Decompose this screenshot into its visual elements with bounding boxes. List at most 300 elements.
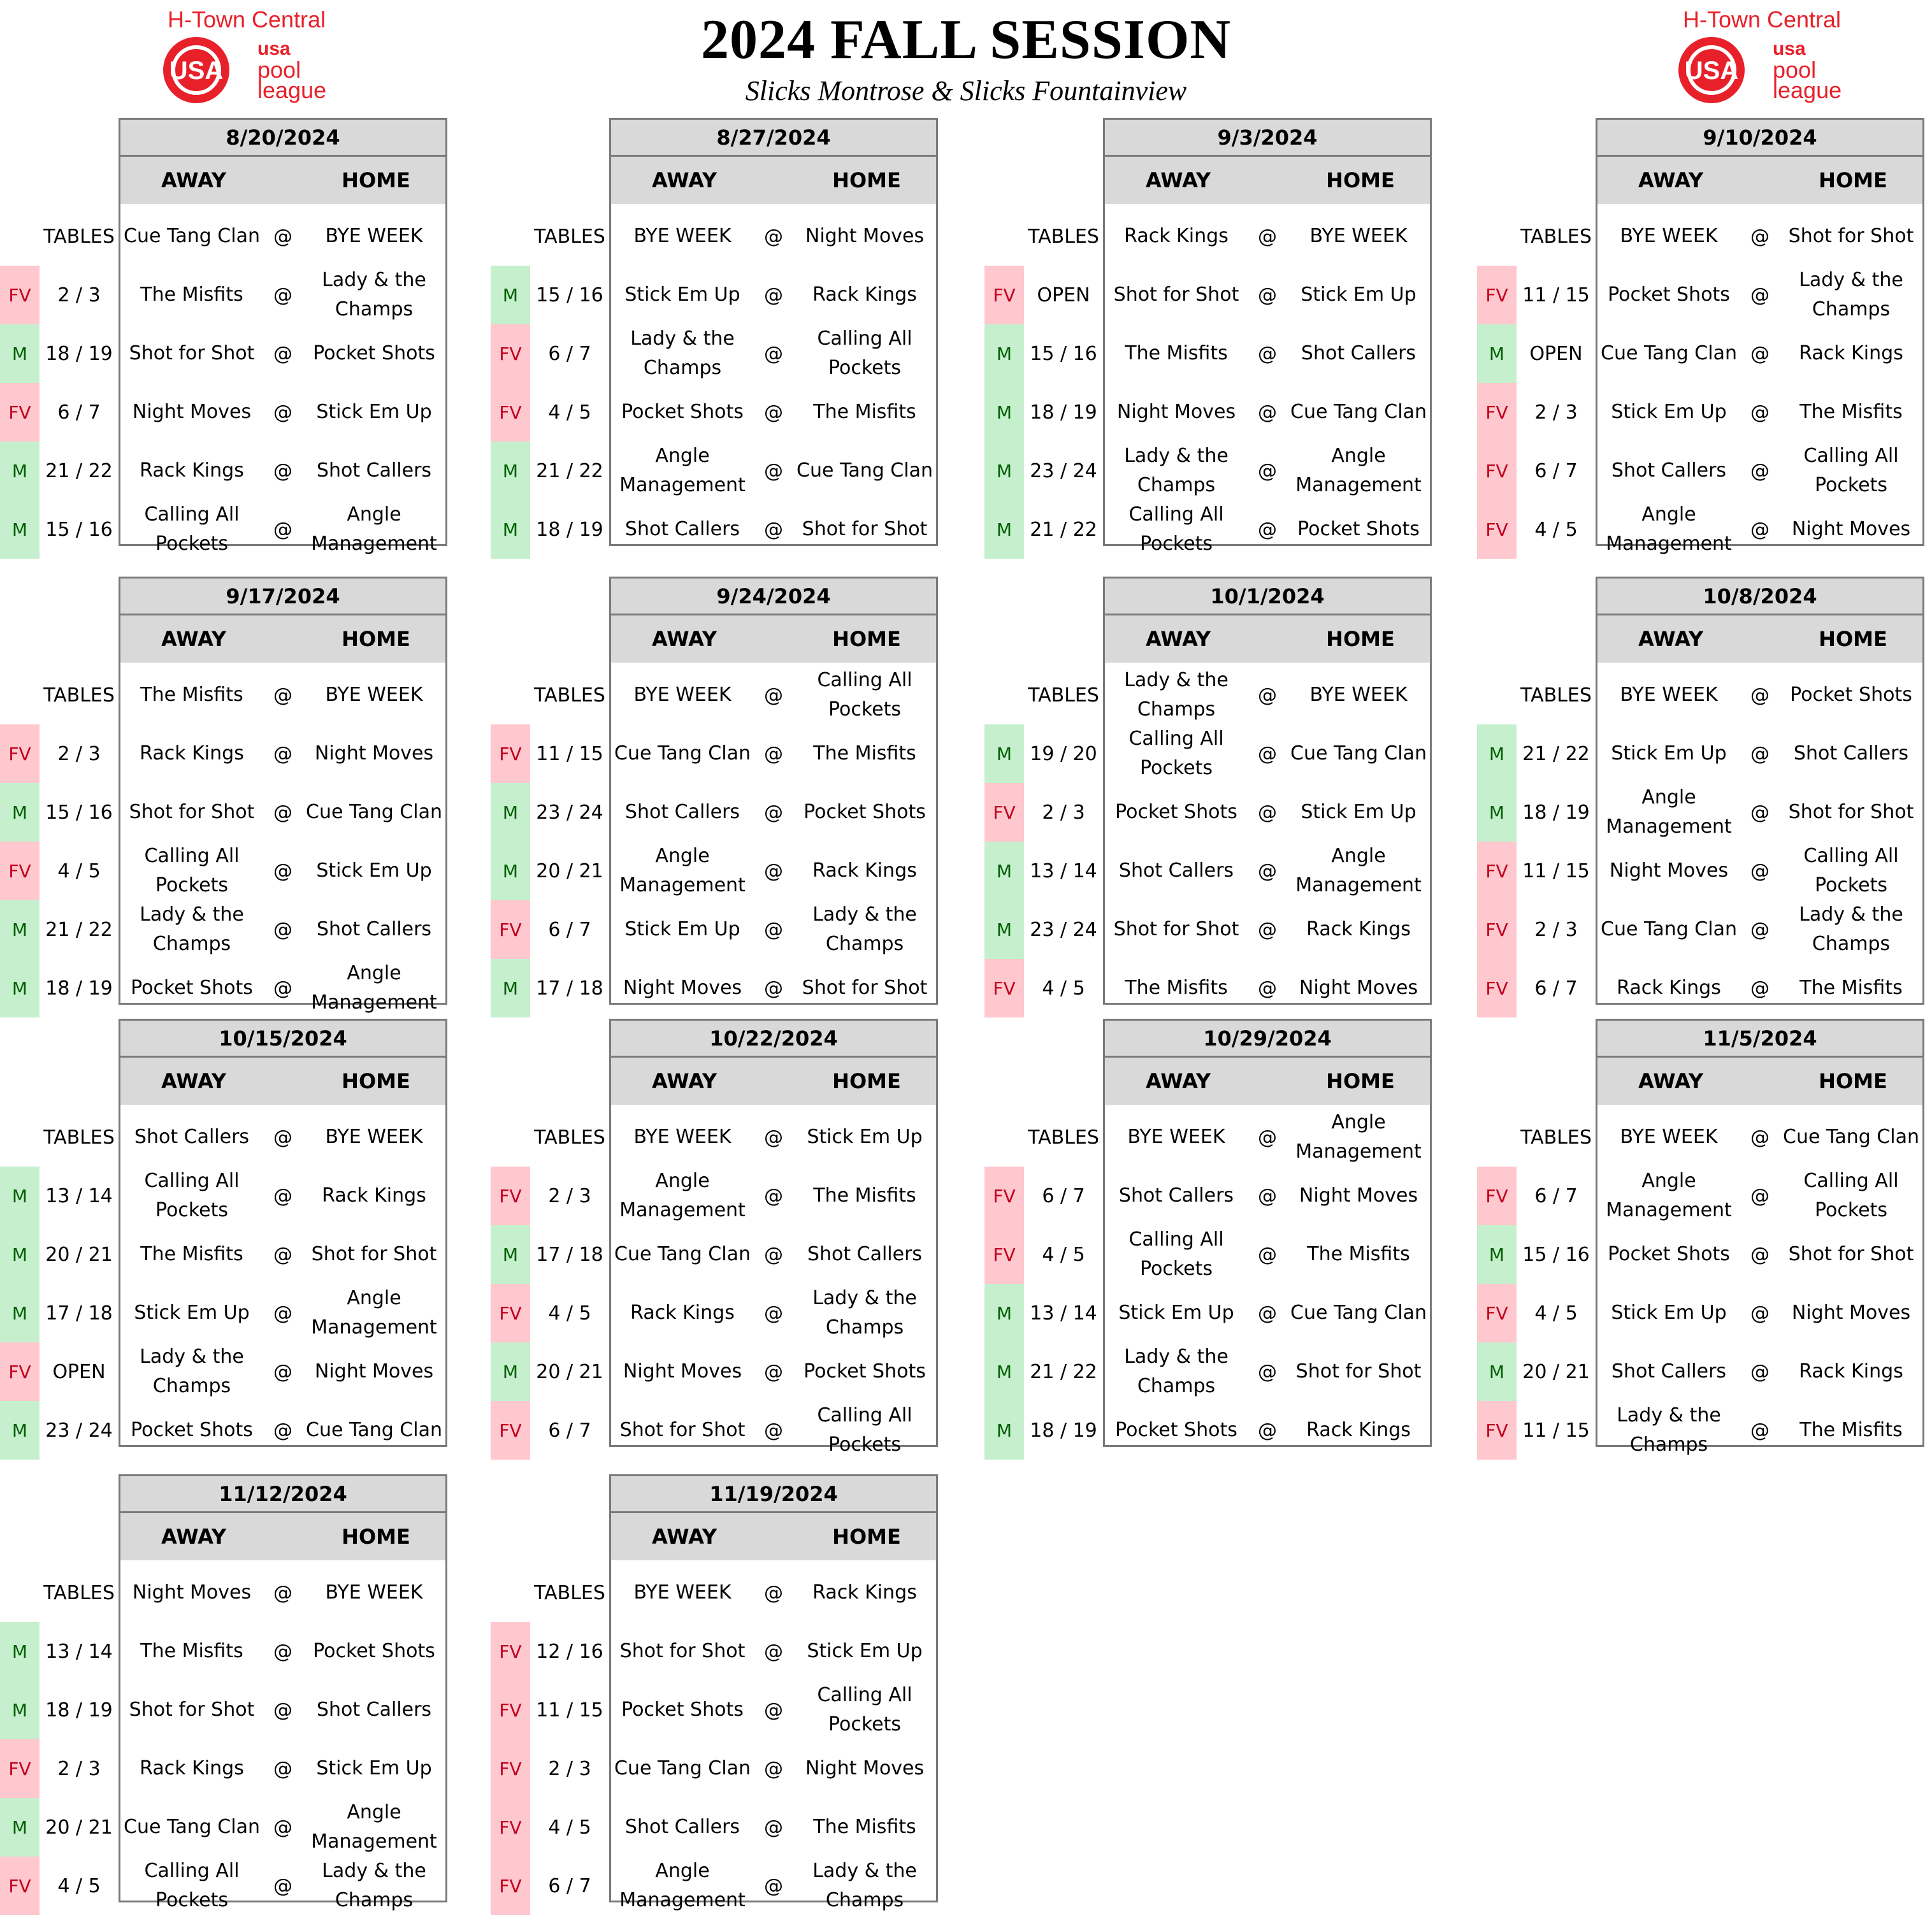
week-date: 10/29/2024 bbox=[1105, 1021, 1430, 1058]
week-date: 9/10/2024 bbox=[1597, 120, 1922, 157]
home-team: Cue Tang Clan bbox=[306, 1419, 442, 1441]
match-row bbox=[0, 1401, 482, 1460]
table-numbers: 18 / 19 bbox=[1030, 1419, 1097, 1442]
versus-symbol: @ bbox=[1750, 684, 1770, 707]
home-team: Shot Callers bbox=[316, 459, 432, 482]
away-team: Pocket Shots bbox=[131, 977, 253, 999]
home-team: Shot Callers bbox=[316, 1699, 432, 1721]
away-team: Shot for Shot bbox=[129, 342, 255, 364]
venue-badge: FV bbox=[491, 383, 530, 442]
home-team: Lady & the Champs bbox=[812, 1860, 917, 1911]
league-logo-right bbox=[1657, 3, 1867, 104]
home-team: Shot for Shot bbox=[1788, 225, 1914, 247]
home-header: HOME bbox=[832, 1069, 901, 1093]
versus-symbol: @ bbox=[1258, 1302, 1277, 1325]
away-team: Cue Tang Clan bbox=[124, 225, 260, 247]
venue-blank bbox=[1477, 207, 1517, 266]
versus-symbol: @ bbox=[764, 1360, 783, 1383]
away-team: BYE WEEK bbox=[1620, 684, 1718, 706]
tables-label: TABLES bbox=[43, 1126, 115, 1149]
versus-symbol: @ bbox=[764, 1302, 783, 1325]
tables-label: TABLES bbox=[534, 1581, 605, 1604]
away-team: Pocket Shots bbox=[1115, 1419, 1237, 1441]
match-row bbox=[0, 1681, 482, 1739]
home-team: Calling All Pockets bbox=[817, 669, 912, 721]
match-row bbox=[0, 900, 482, 959]
away-team: Rack Kings bbox=[140, 459, 244, 482]
table-numbers: 23 / 24 bbox=[1030, 459, 1097, 482]
week-date: 11/19/2024 bbox=[611, 1476, 936, 1513]
venue-blank bbox=[984, 1108, 1024, 1167]
home-team: Shot for Shot bbox=[802, 518, 928, 540]
pool-ball-icon bbox=[1676, 34, 1747, 106]
venue-badge: FV bbox=[984, 959, 1024, 1017]
home-header: HOME bbox=[832, 168, 901, 192]
table-numbers: 18 / 19 bbox=[45, 977, 113, 1000]
table-numbers: 15 / 16 bbox=[45, 801, 113, 824]
venue-badge: FV bbox=[1477, 959, 1517, 1017]
home-team: BYE WEEK bbox=[325, 225, 423, 247]
venue-badge: M bbox=[984, 324, 1024, 383]
away-team: Shot for Shot bbox=[129, 1699, 255, 1721]
versus-symbol: @ bbox=[764, 1640, 783, 1663]
versus-symbol: @ bbox=[764, 1699, 783, 1721]
away-header: AWAY bbox=[1145, 168, 1211, 192]
home-team: Cue Tang Clan bbox=[1290, 1302, 1427, 1324]
venue-blank bbox=[0, 207, 40, 266]
away-team: Angle Management bbox=[619, 845, 746, 896]
match-row bbox=[0, 383, 482, 442]
home-team: The Misfits bbox=[813, 742, 916, 765]
home-team: Pocket Shots bbox=[1790, 684, 1912, 706]
match-row bbox=[491, 1225, 972, 1284]
week-date: 11/12/2024 bbox=[120, 1476, 445, 1513]
home-team: Angle Management bbox=[311, 962, 437, 1014]
versus-symbol: @ bbox=[273, 1874, 292, 1897]
away-header: AWAY bbox=[161, 1525, 227, 1549]
versus-symbol: @ bbox=[273, 518, 292, 541]
column-header bbox=[611, 157, 936, 204]
away-team: Pocket Shots bbox=[621, 1699, 744, 1721]
match-row bbox=[491, 1857, 972, 1915]
week-block bbox=[1477, 1019, 1932, 1456]
week-block bbox=[1477, 118, 1932, 555]
venue-badge: M bbox=[491, 783, 530, 842]
match-row bbox=[0, 1284, 482, 1342]
table-numbers: 6 / 7 bbox=[1534, 977, 1578, 1000]
table-numbers: 20 / 21 bbox=[45, 1816, 113, 1839]
home-header: HOME bbox=[832, 627, 901, 651]
venue-badge: M bbox=[984, 1284, 1024, 1342]
away-team: Calling All Pockets bbox=[1128, 1228, 1224, 1280]
week-date: 10/22/2024 bbox=[611, 1021, 936, 1058]
table-numbers: 12 / 16 bbox=[536, 1640, 603, 1663]
away-team: Stick Em Up bbox=[1611, 1302, 1727, 1324]
venue-badge: M bbox=[0, 959, 40, 1017]
table-numbers: 2 / 3 bbox=[548, 1757, 591, 1780]
venue-badge: M bbox=[491, 959, 530, 1017]
bye-row bbox=[491, 207, 972, 266]
match-row bbox=[984, 900, 1466, 959]
versus-symbol: @ bbox=[273, 1360, 292, 1383]
table-numbers: 6 / 7 bbox=[548, 1419, 591, 1442]
table-numbers: 6 / 7 bbox=[548, 1874, 591, 1897]
away-team: Shot for Shot bbox=[129, 801, 255, 823]
table-numbers: 6 / 7 bbox=[57, 401, 101, 424]
away-team: Calling All Pockets bbox=[1128, 728, 1224, 779]
away-team: Shot Callers bbox=[1118, 1184, 1234, 1207]
away-header: AWAY bbox=[651, 1525, 717, 1549]
league-logo-left bbox=[141, 3, 352, 104]
versus-symbol: @ bbox=[764, 684, 783, 707]
svg-text:USA: USA bbox=[1684, 57, 1739, 85]
home-team: Stick Em Up bbox=[1301, 801, 1417, 823]
match-row bbox=[491, 324, 972, 383]
bye-row bbox=[0, 1108, 482, 1167]
home-team: Night Moves bbox=[1299, 1184, 1418, 1207]
venue-badge: M bbox=[1477, 1342, 1517, 1401]
table-numbers: 2 / 3 bbox=[1534, 918, 1578, 941]
table-numbers: 17 / 18 bbox=[45, 1302, 113, 1325]
home-team: Shot for Shot bbox=[1788, 1243, 1914, 1265]
week-block bbox=[0, 1019, 482, 1452]
match-row bbox=[984, 383, 1466, 442]
versus-symbol: @ bbox=[1750, 1360, 1770, 1383]
versus-symbol: @ bbox=[273, 859, 292, 882]
versus-symbol: @ bbox=[1750, 977, 1770, 1000]
versus-symbol: @ bbox=[1750, 1243, 1770, 1266]
venue-badge: M bbox=[0, 324, 40, 383]
away-header: AWAY bbox=[651, 627, 717, 651]
home-team: BYE WEEK bbox=[1309, 225, 1408, 247]
match-row bbox=[1477, 383, 1932, 442]
venue-badge: FV bbox=[984, 1167, 1024, 1225]
match-row bbox=[491, 1342, 972, 1401]
table-numbers: OPEN bbox=[1037, 284, 1090, 306]
home-team: Shot for Shot bbox=[1788, 801, 1914, 823]
match-row bbox=[491, 783, 972, 842]
home-team: Shot Callers bbox=[807, 1243, 923, 1265]
venue-badge: FV bbox=[0, 842, 40, 900]
venue-badge: M bbox=[984, 1342, 1024, 1401]
table-numbers: 13 / 14 bbox=[45, 1184, 113, 1207]
column-header bbox=[1105, 157, 1430, 204]
venue-badge: M bbox=[0, 1167, 40, 1225]
home-team: Night Moves bbox=[1791, 1302, 1911, 1324]
match-row bbox=[491, 442, 972, 500]
home-header: HOME bbox=[342, 1069, 410, 1093]
logo-org-name: H-Town Central bbox=[167, 6, 326, 32]
table-numbers: OPEN bbox=[52, 1360, 106, 1383]
home-team: Shot Callers bbox=[316, 918, 432, 940]
versus-symbol: @ bbox=[1750, 401, 1770, 424]
versus-symbol: @ bbox=[273, 459, 292, 482]
versus-symbol: @ bbox=[1258, 401, 1277, 424]
match-row bbox=[491, 842, 972, 900]
column-header bbox=[1597, 157, 1922, 204]
bye-row bbox=[491, 666, 972, 724]
home-header: HOME bbox=[1819, 1069, 1887, 1093]
away-team: Lady & the Champs bbox=[1124, 445, 1229, 496]
match-row bbox=[1477, 842, 1932, 900]
match-row bbox=[491, 1167, 972, 1225]
home-team: Cue Tang Clan bbox=[306, 801, 442, 823]
versus-symbol: @ bbox=[273, 284, 292, 306]
venue-badge: FV bbox=[984, 1225, 1024, 1284]
venue-badge: FV bbox=[491, 900, 530, 959]
versus-symbol: @ bbox=[1258, 1184, 1277, 1207]
away-team: BYE WEEK bbox=[633, 1581, 732, 1604]
table-numbers: 23 / 24 bbox=[1030, 918, 1097, 941]
column-header bbox=[1105, 615, 1430, 663]
away-team: Shot for Shot bbox=[1113, 918, 1239, 940]
venue-blank bbox=[491, 207, 530, 266]
home-team: Shot Callers bbox=[1793, 742, 1909, 765]
table-numbers: 21 / 22 bbox=[45, 918, 113, 941]
home-team: BYE WEEK bbox=[1309, 684, 1408, 706]
away-team: Shot for Shot bbox=[619, 1640, 746, 1662]
away-team: Shot for Shot bbox=[619, 1419, 746, 1441]
tables-label: TABLES bbox=[43, 684, 115, 707]
table-numbers: 18 / 19 bbox=[536, 518, 603, 541]
week-date: 8/27/2024 bbox=[611, 120, 936, 157]
versus-symbol: @ bbox=[764, 1874, 783, 1897]
match-row bbox=[491, 900, 972, 959]
away-team: BYE WEEK bbox=[633, 684, 732, 706]
versus-symbol: @ bbox=[1258, 742, 1277, 765]
venue-blank bbox=[1477, 666, 1517, 724]
home-team: Pocket Shots bbox=[804, 1360, 926, 1383]
away-team: The Misfits bbox=[140, 684, 243, 706]
versus-symbol: @ bbox=[1750, 1302, 1770, 1325]
venue-blank bbox=[0, 1563, 40, 1622]
table-numbers: 21 / 22 bbox=[536, 459, 603, 482]
venue-badge: M bbox=[984, 1401, 1024, 1460]
match-row bbox=[1477, 266, 1932, 324]
versus-symbol: @ bbox=[764, 1419, 783, 1442]
home-team: Rack Kings bbox=[322, 1184, 426, 1207]
versus-symbol: @ bbox=[273, 1243, 292, 1266]
away-team: Shot Callers bbox=[134, 1126, 250, 1148]
versus-symbol: @ bbox=[273, 1757, 292, 1780]
home-team: The Misfits bbox=[1799, 401, 1903, 423]
home-team: Lady & the Champs bbox=[322, 1860, 426, 1911]
match-row bbox=[0, 1167, 482, 1225]
home-team: Lady & the Champs bbox=[1799, 269, 1903, 320]
versus-symbol: @ bbox=[764, 801, 783, 824]
home-team: Calling All Pockets bbox=[817, 327, 912, 379]
bye-row bbox=[1477, 207, 1932, 266]
table-numbers: 11 / 15 bbox=[1522, 284, 1590, 306]
week-date: 10/15/2024 bbox=[120, 1021, 445, 1058]
home-team: Rack Kings bbox=[1799, 342, 1903, 364]
venue-badge: M bbox=[984, 383, 1024, 442]
column-header bbox=[1105, 1058, 1430, 1105]
home-team: Night Moves bbox=[805, 225, 925, 247]
logo-org-name: H-Town Central bbox=[1682, 6, 1842, 32]
versus-symbol: @ bbox=[764, 1243, 783, 1266]
page-subtitle: Slicks Montrose & Slicks Fountainview bbox=[745, 75, 1187, 106]
versus-symbol: @ bbox=[1750, 918, 1770, 941]
table-numbers: 6 / 7 bbox=[1042, 1184, 1085, 1207]
versus-symbol: @ bbox=[1750, 859, 1770, 882]
away-team: Angle Management bbox=[619, 1170, 746, 1221]
week-date: 10/8/2024 bbox=[1597, 579, 1922, 615]
home-team: Rack Kings bbox=[1306, 918, 1411, 940]
venue-blank bbox=[1477, 1108, 1517, 1167]
home-team: Cue Tang Clan bbox=[1783, 1126, 1919, 1148]
versus-symbol: @ bbox=[764, 918, 783, 941]
match-row bbox=[0, 1857, 482, 1915]
venue-badge: M bbox=[0, 500, 40, 559]
home-team: Night Moves bbox=[314, 742, 434, 765]
venue-badge: FV bbox=[1477, 383, 1517, 442]
home-team: Stick Em Up bbox=[1301, 284, 1417, 306]
week-block bbox=[1477, 577, 1932, 1010]
away-team: Calling All Pockets bbox=[144, 845, 240, 896]
bye-row bbox=[984, 207, 1466, 266]
table-numbers: 4 / 5 bbox=[57, 859, 101, 882]
versus-symbol: @ bbox=[1258, 225, 1277, 248]
venue-badge: FV bbox=[491, 1284, 530, 1342]
venue-badge: M bbox=[0, 1681, 40, 1739]
table-numbers: 17 / 18 bbox=[536, 1243, 603, 1266]
home-team: Angle Management bbox=[1295, 845, 1422, 896]
table-numbers: 2 / 3 bbox=[57, 284, 101, 306]
bye-row bbox=[491, 1108, 972, 1167]
match-row bbox=[0, 324, 482, 383]
home-team: Stick Em Up bbox=[316, 859, 432, 882]
week-date: 9/24/2024 bbox=[611, 579, 936, 615]
column-header bbox=[1597, 615, 1922, 663]
match-row bbox=[1477, 324, 1932, 383]
match-row bbox=[0, 1622, 482, 1681]
venue-badge: M bbox=[0, 900, 40, 959]
match-row bbox=[1477, 1284, 1932, 1342]
venue-badge: FV bbox=[0, 1342, 40, 1401]
home-team: Pocket Shots bbox=[1297, 518, 1420, 540]
away-team: BYE WEEK bbox=[633, 1126, 732, 1148]
week-block bbox=[984, 1019, 1466, 1452]
away-team: Pocket Shots bbox=[1608, 1243, 1730, 1265]
week-block bbox=[491, 1019, 972, 1456]
home-team: The Misfits bbox=[813, 1184, 916, 1207]
match-row bbox=[1477, 900, 1932, 959]
venue-blank bbox=[0, 1108, 40, 1167]
home-team: Shot for Shot bbox=[311, 1243, 437, 1265]
match-row bbox=[984, 724, 1466, 783]
match-row bbox=[491, 500, 972, 559]
venue-badge: M bbox=[0, 1401, 40, 1460]
home-team: Lady & the Champs bbox=[1799, 903, 1903, 955]
home-team: Pocket Shots bbox=[313, 1640, 435, 1662]
away-header: AWAY bbox=[1145, 627, 1211, 651]
venue-badge: M bbox=[0, 1225, 40, 1284]
away-team: Calling All Pockets bbox=[144, 503, 240, 555]
home-header: HOME bbox=[342, 1525, 410, 1549]
logo-word: usa bbox=[1773, 38, 1806, 59]
home-team: Cue Tang Clan bbox=[797, 459, 933, 482]
versus-symbol: @ bbox=[1750, 284, 1770, 306]
column-header bbox=[120, 1058, 445, 1105]
versus-symbol: @ bbox=[1750, 225, 1770, 248]
table-numbers: 4 / 5 bbox=[1534, 1302, 1578, 1325]
home-team: Lady & the Champs bbox=[322, 269, 426, 320]
column-header bbox=[120, 157, 445, 204]
away-team: Shot Callers bbox=[624, 801, 740, 823]
away-team: Angle Management bbox=[619, 445, 746, 496]
venue-badge: FV bbox=[984, 783, 1024, 842]
home-team: Angle Management bbox=[1295, 1111, 1422, 1163]
tables-label: TABLES bbox=[1028, 225, 1099, 248]
home-team: The Misfits bbox=[1307, 1243, 1410, 1265]
home-team: Pocket Shots bbox=[804, 801, 926, 823]
away-team: Shot Callers bbox=[1611, 1360, 1727, 1383]
versus-symbol: @ bbox=[764, 401, 783, 424]
match-row bbox=[1477, 724, 1932, 783]
home-team: Night Moves bbox=[1791, 518, 1911, 540]
away-team: Rack Kings bbox=[1124, 225, 1229, 247]
away-team: Pocket Shots bbox=[1608, 284, 1730, 306]
away-team: Night Moves bbox=[623, 977, 742, 999]
away-team: Stick Em Up bbox=[1611, 742, 1727, 765]
venue-badge: FV bbox=[0, 724, 40, 783]
away-team: Night Moves bbox=[132, 1581, 252, 1604]
venue-badge: FV bbox=[1477, 266, 1517, 324]
away-team: Pocket Shots bbox=[621, 401, 744, 423]
week-block bbox=[491, 118, 972, 551]
tables-label: TABLES bbox=[1520, 1126, 1592, 1149]
home-header: HOME bbox=[1326, 168, 1395, 192]
tables-label: TABLES bbox=[534, 225, 605, 248]
away-team: Angle Management bbox=[1606, 786, 1732, 838]
page-title: 2024 FALL SESSION bbox=[700, 9, 1232, 71]
bye-row bbox=[0, 1563, 482, 1622]
venue-badge: M bbox=[491, 1342, 530, 1401]
versus-symbol: @ bbox=[273, 1699, 292, 1721]
week-block bbox=[0, 577, 482, 1014]
column-header bbox=[611, 1058, 936, 1105]
versus-symbol: @ bbox=[1258, 1126, 1277, 1149]
match-row bbox=[984, 959, 1466, 1017]
away-team: Angle Management bbox=[1606, 503, 1732, 555]
venue-badge: M bbox=[984, 842, 1024, 900]
venue-blank bbox=[491, 1563, 530, 1622]
versus-symbol: @ bbox=[1258, 1360, 1277, 1383]
away-team: Shot Callers bbox=[624, 518, 740, 540]
venue-blank bbox=[0, 666, 40, 724]
table-numbers: 4 / 5 bbox=[548, 401, 591, 424]
home-team: Lady & the Champs bbox=[812, 1287, 917, 1339]
table-numbers: 6 / 7 bbox=[1534, 1184, 1578, 1207]
week-block bbox=[491, 577, 972, 1010]
venue-badge: FV bbox=[491, 1401, 530, 1460]
home-header: HOME bbox=[1326, 1069, 1395, 1093]
venue-badge: M bbox=[984, 900, 1024, 959]
venue-badge: M bbox=[1477, 324, 1517, 383]
home-team: The Misfits bbox=[813, 1816, 916, 1838]
column-header bbox=[120, 1513, 445, 1560]
table-numbers: 15 / 16 bbox=[536, 284, 603, 306]
versus-symbol: @ bbox=[1258, 918, 1277, 941]
match-row bbox=[0, 783, 482, 842]
versus-symbol: @ bbox=[1258, 1419, 1277, 1442]
tables-label: TABLES bbox=[43, 225, 115, 248]
away-team: Night Moves bbox=[1116, 401, 1236, 423]
away-header: AWAY bbox=[161, 168, 227, 192]
home-team: Rack Kings bbox=[812, 284, 917, 306]
venue-badge: FV bbox=[1477, 1401, 1517, 1460]
